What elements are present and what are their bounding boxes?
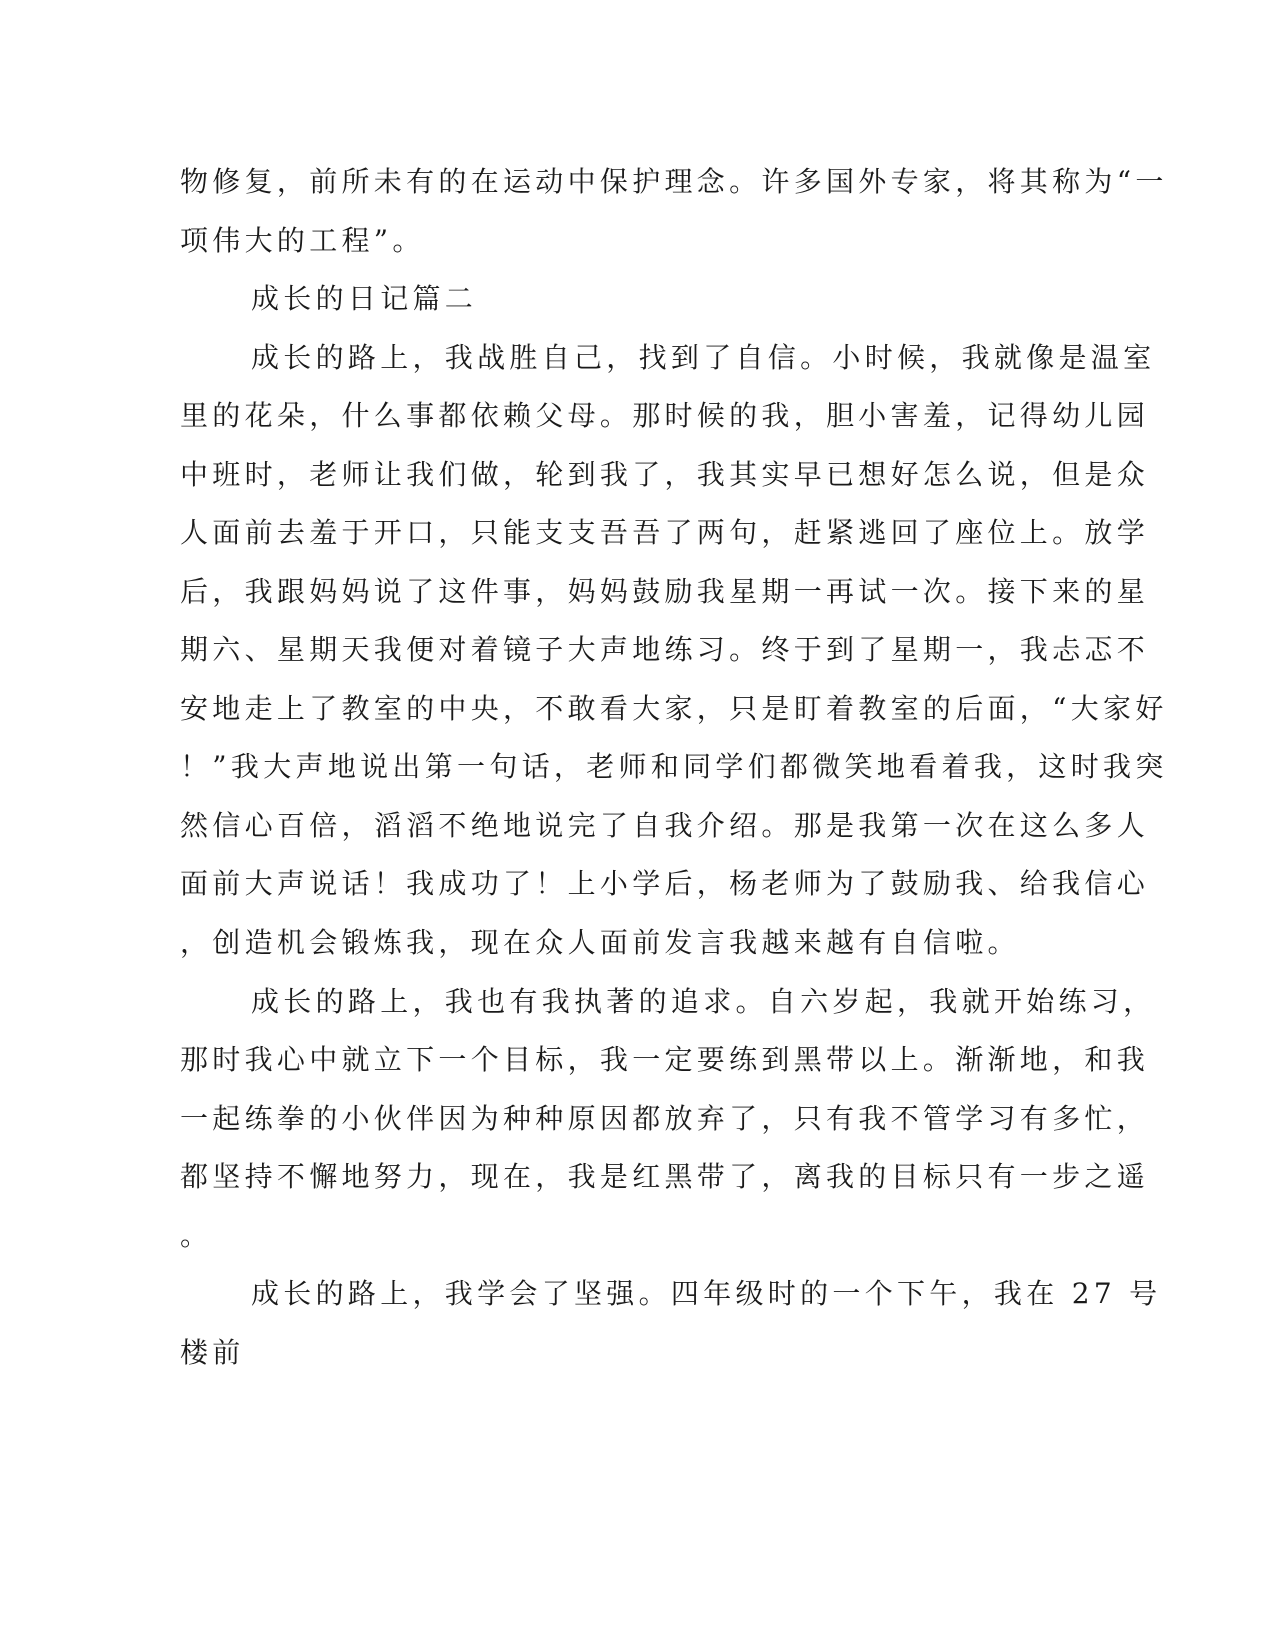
text-line: 成长的路上，我学会了坚强。四年级时的一个下午，我在 27 号 (251, 1277, 1162, 1310)
text-line: 。 (180, 1219, 213, 1252)
text-line: 都坚持不懈地努力，现在，我是红黑带了，离我的目标只有一步之遥 (180, 1160, 1150, 1193)
text-line: 期六、星期天我便对着镜子大声地练习。终于到了星期一，我忐忑不 (180, 633, 1150, 666)
text-line: 安地走上了教室的中央，不敢看大家，只是盯着教室的后面，“大家好 (180, 692, 1168, 725)
text-line: 然信心百倍，滔滔不绝地说完了自我介绍。那是我第一次在这么多人 (180, 809, 1150, 842)
text-line: 人面前去羞于开口，只能支支吾吾了两句，赶紧逃回了座位上。放学 (180, 516, 1150, 549)
text-line: 中班时，老师让我们做，轮到我了，我其实早已想好怎么说，但是众 (180, 458, 1150, 491)
text-line: ，创造机会锻炼我，现在众人面前发言我越来越有自信啦。 (180, 926, 1020, 959)
text-line: 成长的路上，我战胜自己，找到了自信。小时候，我就像是温室 (251, 341, 1156, 374)
section-heading: 成长的日记篇二 (251, 282, 478, 315)
text-line: 里的花朵，什么事都依赖父母。那时候的我，胆小害羞，记得幼儿园 (180, 399, 1150, 432)
text-line: 面前大声说话！我成功了！上小学后，杨老师为了鼓励我、给我信心 (180, 867, 1150, 900)
text-line: ！”我大声地说出第一句话，老师和同学们都微笑地看着我，这时我突 (180, 750, 1168, 783)
text-line: 那时我心中就立下一个目标，我一定要练到黑带以上。渐渐地，和我 (180, 1043, 1150, 1076)
text-line: 楼前 (180, 1336, 245, 1369)
text-line: 成长的路上，我也有我执著的追求。自六岁起，我就开始练习， (251, 985, 1156, 1018)
text-line: 物修复，前所未有的在运动中保护理念。许多国外专家，将其称为“一 (180, 165, 1168, 198)
text-line: 后，我跟妈妈说了这件事，妈妈鼓励我星期一再试一次。接下来的星 (180, 575, 1150, 608)
text-line: 一起练拳的小伙伴因为种种原因都放弃了，只有我不管学习有多忙， (180, 1102, 1150, 1135)
text-line: 项伟大的工程”。 (180, 224, 425, 257)
